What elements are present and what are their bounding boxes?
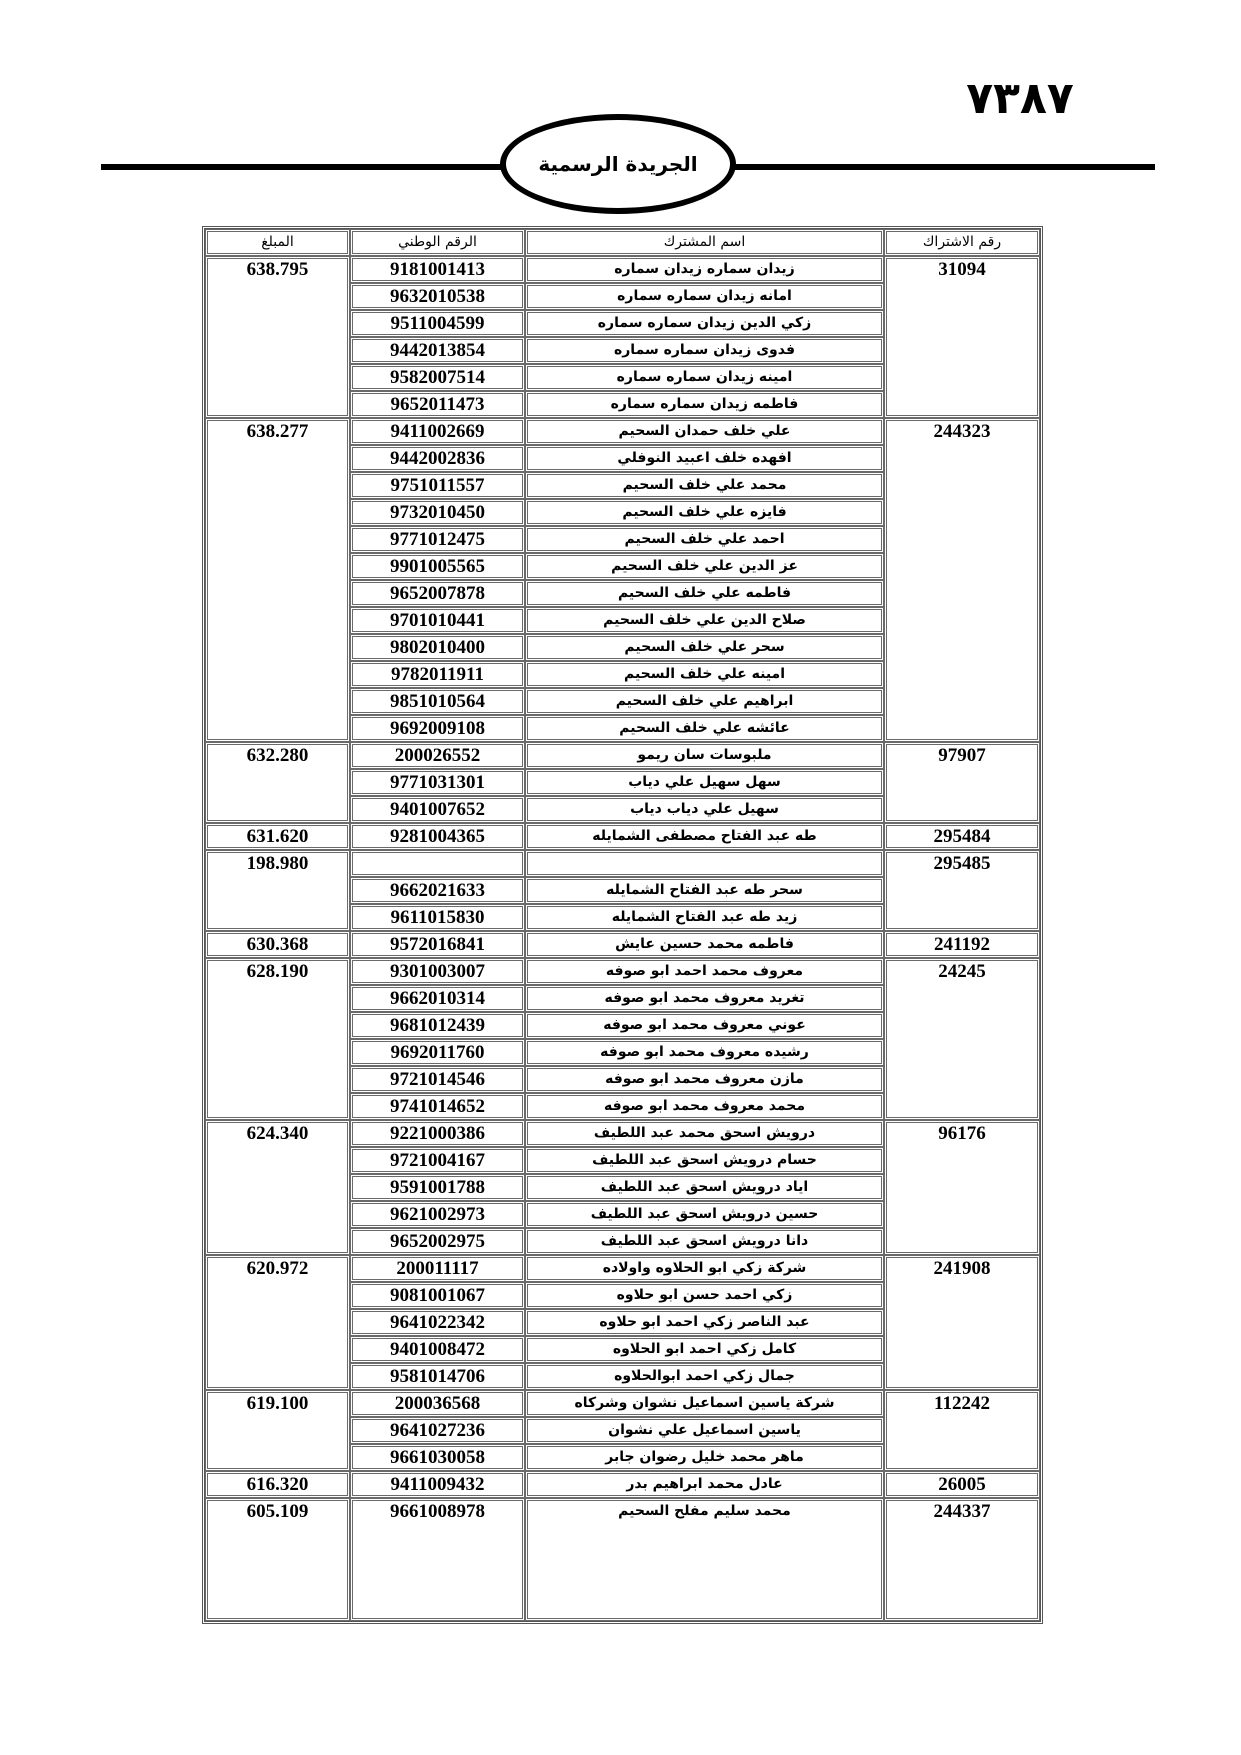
table-row — [205, 850, 1040, 877]
national-id-cell: 9771012475 — [350, 526, 525, 553]
amount-cell: 619.100 — [205, 1390, 350, 1471]
subscriber-name-cell — [525, 850, 884, 877]
subscriber-name-cell: فايزه علي خلف السحيم — [525, 499, 884, 526]
amount-cell: 638.277 — [205, 418, 350, 742]
subscriber-name-cell: جمال زكي احمد ابوالحلاوه — [525, 1363, 884, 1390]
national-id-cell: 9652002975 — [350, 1228, 525, 1255]
amount-cell: 620.972 — [205, 1255, 350, 1390]
table-row — [205, 1390, 1040, 1417]
subscriber-name-cell: معروف محمد احمد ابو صوفه — [525, 958, 884, 985]
table-row — [205, 418, 1040, 445]
national-id-cell: 9591001788 — [350, 1174, 525, 1201]
subscriber-name-cell: زيدان سماره زيدان سماره — [525, 256, 884, 283]
subscriber-name-cell: رشيده معروف محمد ابو صوفه — [525, 1039, 884, 1066]
subscriber-name-cell: سحر علي خلف السحيم — [525, 634, 884, 661]
subscription-number-cell: 244323 — [884, 418, 1040, 742]
subscriber-name-cell: مازن معروف محمد ابو صوفه — [525, 1066, 884, 1093]
national-id-cell: 9582007514 — [350, 364, 525, 391]
amount-cell: 631.620 — [205, 823, 350, 850]
national-id-cell: 9681012439 — [350, 1012, 525, 1039]
amount-cell: 628.190 — [205, 958, 350, 1120]
national-id-cell: 9221000386 — [350, 1120, 525, 1147]
subscriber-name-cell: طه عبد الفتاح مصطفى الشمايله — [525, 823, 884, 850]
national-id-cell: 9621002973 — [350, 1201, 525, 1228]
subscriber-name-cell: عادل محمد ابراهيم بدر — [525, 1471, 884, 1498]
subscriber-name-cell: عبد الناصر زكي احمد ابو حلاوه — [525, 1309, 884, 1336]
subscriber-name-cell: حسام درويش اسحق عبد اللطيف — [525, 1147, 884, 1174]
subscriber-name-cell: فاطمه علي خلف السحيم — [525, 580, 884, 607]
subscription-number-cell: 241908 — [884, 1255, 1040, 1390]
national-id-cell: 9732010450 — [350, 499, 525, 526]
national-id-cell: 200026552 — [350, 742, 525, 769]
subscriber-name-cell: امينه زيدان سماره سماره — [525, 364, 884, 391]
national-id-cell: 9641027236 — [350, 1417, 525, 1444]
national-id-cell: 9401008472 — [350, 1336, 525, 1363]
national-id-cell: 9661030058 — [350, 1444, 525, 1471]
header-amount: المبلغ — [205, 229, 350, 256]
national-id-cell: 9442013854 — [350, 337, 525, 364]
national-id-cell: 200011117 — [350, 1255, 525, 1282]
subscription-number-cell: 295484 — [884, 823, 1040, 850]
subscriber-name-cell: كامل زكي احمد ابو الحلاوه — [525, 1336, 884, 1363]
subscription-number-cell: 244337 — [884, 1498, 1040, 1621]
masthead-oval — [500, 114, 736, 214]
subscriber-name-cell: امينه علي خلف السحيم — [525, 661, 884, 688]
subscription-number-cell: 31094 — [884, 256, 1040, 418]
national-id-cell: 9662021633 — [350, 877, 525, 904]
national-id-cell: 9741014652 — [350, 1093, 525, 1120]
subscriber-name-cell: شركة زكي ابو الحلاوه واولاده — [525, 1255, 884, 1282]
table-row — [205, 256, 1040, 283]
subscribers-table-container — [202, 226, 1037, 1624]
national-id-cell: 9181001413 — [350, 256, 525, 283]
national-id-cell: 9751011557 — [350, 472, 525, 499]
national-id-cell: 9511004599 — [350, 310, 525, 337]
table-row — [205, 742, 1040, 769]
amount-cell: 632.280 — [205, 742, 350, 823]
subscriber-name-cell: دانا درويش اسحق عبد اللطيف — [525, 1228, 884, 1255]
table-row — [205, 958, 1040, 985]
national-id-cell: 9641022342 — [350, 1309, 525, 1336]
national-id-cell: 9782011911 — [350, 661, 525, 688]
table-row — [205, 1498, 1040, 1621]
subscriber-name-cell: فاطمه محمد حسين عايش — [525, 931, 884, 958]
subscriber-name-cell: تغريد معروف محمد ابو صوفه — [525, 985, 884, 1012]
national-id-cell: 9652007878 — [350, 580, 525, 607]
national-id-cell: 9401007652 — [350, 796, 525, 823]
national-id-cell: 9081001067 — [350, 1282, 525, 1309]
subscriber-name-cell: درويش اسحق محمد عبد اللطيف — [525, 1120, 884, 1147]
table-row — [205, 1471, 1040, 1498]
subscriber-name-cell: سهل سهيل علي دياب — [525, 769, 884, 796]
amount-cell: 630.368 — [205, 931, 350, 958]
national-id-cell: 9851010564 — [350, 688, 525, 715]
subscriber-name-cell: امانه زيدان سماره سماره — [525, 283, 884, 310]
national-id-cell: 9411009432 — [350, 1471, 525, 1498]
national-id-cell: 9771031301 — [350, 769, 525, 796]
national-id-cell: 9662010314 — [350, 985, 525, 1012]
table-body — [205, 256, 1040, 1621]
table-row — [205, 1120, 1040, 1147]
subscriber-name-cell: سهيل علي دياب دياب — [525, 796, 884, 823]
masthead-title: الجريدة الرسمية — [538, 152, 698, 176]
subscriber-name-cell: زيد طه عبد الفتاح الشمايله — [525, 904, 884, 931]
subscriber-name-cell: افهده خلف اعبيد النوفلي — [525, 445, 884, 472]
subscriber-name-cell: فدوى زيدان سماره سماره — [525, 337, 884, 364]
national-id-cell: 9281004365 — [350, 823, 525, 850]
national-id-cell: 9802010400 — [350, 634, 525, 661]
national-id-cell: 9611015830 — [350, 904, 525, 931]
subscriber-name-cell: ياسين اسماعيل علي نشوان — [525, 1417, 884, 1444]
national-id-cell: 9572016841 — [350, 931, 525, 958]
national-id-cell: 9652011473 — [350, 391, 525, 418]
subscriber-name-cell: عائشه علي خلف السحيم — [525, 715, 884, 742]
subscriber-name-cell: صلاح الدين علي خلف السحيم — [525, 607, 884, 634]
subscriber-name-cell: حسين درويش اسحق عبد اللطيف — [525, 1201, 884, 1228]
subscriber-name-cell: عوني معروف محمد ابو صوفه — [525, 1012, 884, 1039]
subscription-number-cell: 96176 — [884, 1120, 1040, 1255]
subscriber-name-cell: ابراهيم علي خلف السحيم — [525, 688, 884, 715]
subscriber-name-cell: محمد سليم مفلح السحيم — [525, 1498, 884, 1621]
national-id-cell: 9701010441 — [350, 607, 525, 634]
national-id-cell: 9721014546 — [350, 1066, 525, 1093]
amount-cell: 616.320 — [205, 1471, 350, 1498]
subscriber-name-cell: زكي احمد حسن ابو حلاوه — [525, 1282, 884, 1309]
national-id-cell: 9301003007 — [350, 958, 525, 985]
subscription-number-cell: 26005 — [884, 1471, 1040, 1498]
subscribers-table — [202, 226, 1043, 1624]
amount-cell: 198.980 — [205, 850, 350, 931]
national-id-cell: 9721004167 — [350, 1147, 525, 1174]
subscriber-name-cell: ملبوسات سان ريمو — [525, 742, 884, 769]
subscription-number-cell: 24245 — [884, 958, 1040, 1120]
subscription-number-cell: 97907 — [884, 742, 1040, 823]
subscriber-name-cell: ماهر محمد خليل رضوان جابر — [525, 1444, 884, 1471]
subscription-number-cell: 112242 — [884, 1390, 1040, 1471]
table-row — [205, 1255, 1040, 1282]
national-id-cell: 9632010538 — [350, 283, 525, 310]
national-id-cell: 9901005565 — [350, 553, 525, 580]
table-header-row — [205, 229, 1040, 256]
subscriber-name-cell: زكي الدين زيدان سماره سماره — [525, 310, 884, 337]
subscription-number-cell: 295485 — [884, 850, 1040, 931]
table-row — [205, 823, 1040, 850]
subscriber-name-cell: محمد معروف محمد ابو صوفه — [525, 1093, 884, 1120]
national-id-cell: 9692011760 — [350, 1039, 525, 1066]
amount-cell: 638.795 — [205, 256, 350, 418]
header-subscription-no: رقم الاشتراك — [884, 229, 1040, 256]
header-subscriber-name: اسم المشترك — [525, 229, 884, 256]
page-number: ٧٣٨٧ — [966, 73, 1074, 124]
national-id-cell: 200036568 — [350, 1390, 525, 1417]
national-id-cell: 9692009108 — [350, 715, 525, 742]
subscription-number-cell: 241192 — [884, 931, 1040, 958]
subscriber-name-cell: احمد علي خلف السحيم — [525, 526, 884, 553]
table-row — [205, 931, 1040, 958]
subscriber-name-cell: سحر طه عبد الفتاح الشمايله — [525, 877, 884, 904]
subscriber-name-cell: شركة ياسين اسماعيل نشوان وشركاه — [525, 1390, 884, 1417]
national-id-cell: 9581014706 — [350, 1363, 525, 1390]
national-id-cell: 9411002669 — [350, 418, 525, 445]
subscriber-name-cell: محمد علي خلف السحيم — [525, 472, 884, 499]
subscriber-name-cell: علي خلف حمدان السحيم — [525, 418, 884, 445]
header-national-id: الرقم الوطني — [350, 229, 525, 256]
subscriber-name-cell: اياد درويش اسحق عبد اللطيف — [525, 1174, 884, 1201]
national-id-cell: 9661008978 — [350, 1498, 525, 1621]
subscriber-name-cell: فاطمه زيدان سماره سماره — [525, 391, 884, 418]
subscriber-name-cell: عز الدين علي خلف السحيم — [525, 553, 884, 580]
national-id-cell: 9442002836 — [350, 445, 525, 472]
amount-cell: 624.340 — [205, 1120, 350, 1255]
national-id-cell — [350, 850, 525, 877]
amount-cell: 605.109 — [205, 1498, 350, 1621]
